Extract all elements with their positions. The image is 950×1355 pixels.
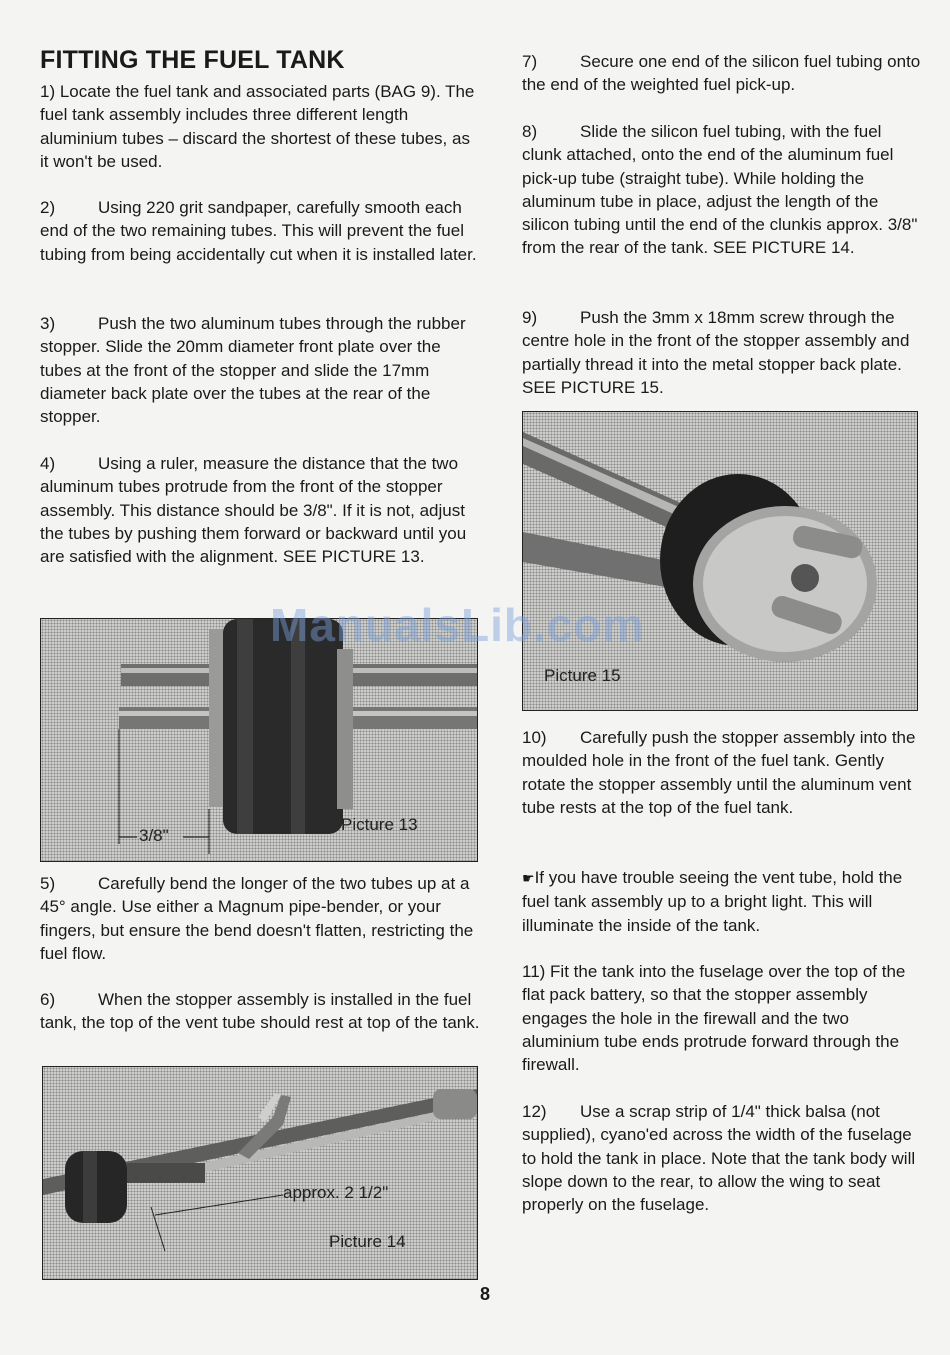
step-10: 10) Carefully push the stopper assembly into the moulded hole in the front of the fuel tank. Gently rotate the stopper assembly until the aluminum vent tube rests at the top of the fuel tank. — [522, 728, 916, 817]
picture-15 — [522, 411, 918, 711]
step-2: 2) Using 220 grit sandpaper, carefully smooth each end of the two remaining tubes. This will prevent the fuel tubing from being accidentally cut when it is installed later. — [40, 198, 477, 264]
picture-14-dimension: approx. 2 1/2" — [283, 1183, 389, 1202]
step-9: 9) Push the 3mm x 18mm screw through the centre hole in the front of the stopper assembly and partially thread it into the metal stopper back plate. SEE PICTURE 15. — [522, 308, 910, 397]
step-8: 8) Slide the silicon fuel tubing, with the fuel clunk attached, onto the end of the aluminum fuel pick-up tube (straight tube). While holding the aluminum tube in place, adjust the length of the silicon tubing until the end of the clunkis approx. 3/8" from the rear of the tank. SEE PICTURE 14. — [522, 122, 918, 258]
watermark: ManualsLib.com — [270, 599, 645, 651]
step-12: 12) Use a scrap strip of 1/4" thick balsa (not supplied), cyano'ed across the width of the fuselage to hold the tank in place. Note that the tank body will slope down to the rear, to allow the wing to seat properly on the fuselage. — [522, 1102, 916, 1215]
step-5: 5) Carefully bend the longer of the two tubes up at a 45° angle. Use either a Magnum pipe-bender, or your fingers, but ensure the bend doesn't flatten, restricting the fuel flow. — [40, 874, 474, 963]
tip: ☛If you have trouble seeing the vent tube, hold the fuel tank assembly up to a bright light. This will illuminate the inside of the tank. — [522, 868, 903, 935]
page-title: FITTING THE FUEL TANK — [40, 46, 345, 74]
picture-14-caption: Picture 14 — [329, 1232, 406, 1251]
step-11: 11) Fit the tank into the fuselage over the top of the flat pack battery, so that the stopper assembly engages the hole in the firewall and the two aluminium tube ends protrude forward through the firewall. — [522, 962, 906, 1075]
step-6: 6) When the stopper assembly is installed in the fuel tank, the top of the vent tube should rest at top of the tank. — [40, 990, 480, 1033]
picture-15-caption: Picture 15 — [544, 666, 621, 685]
picture-13-dimension: 3/8" — [139, 826, 169, 845]
page-number: 8 — [480, 1284, 491, 1304]
step-4: 4) Using a ruler, measure the distance that the two aluminum tubes protrude from the front of the stopper assembly. This distance should be 3/8". If it is not, adjust the tubes by pushing them forward or backward until you are satisfied with the alignment. SEE PICTURE 13. — [40, 454, 467, 567]
step-7: 7) Secure one end of the silicon fuel tubing onto the end of the weighted fuel pick-up. — [522, 52, 921, 95]
picture-13-caption: Picture 13 — [341, 815, 418, 834]
step-3: 3) Push the two aluminum tubes through the rubber stopper. Slide the 20mm diameter front plate over the tubes at the front of the stopper and slide the 17mm diameter back plate over the tubes at the rear of the stopper. — [40, 314, 466, 427]
pointing-hand-icon: ☛ — [522, 870, 535, 886]
picture-13 — [40, 618, 478, 862]
picture-14 — [42, 1066, 478, 1280]
step-1: 1) Locate the fuel tank and associated parts (BAG 9). The fuel tank assembly includes three different length aluminium tubes – discard the shortest of these tubes, as it won't be used. — [40, 82, 475, 171]
